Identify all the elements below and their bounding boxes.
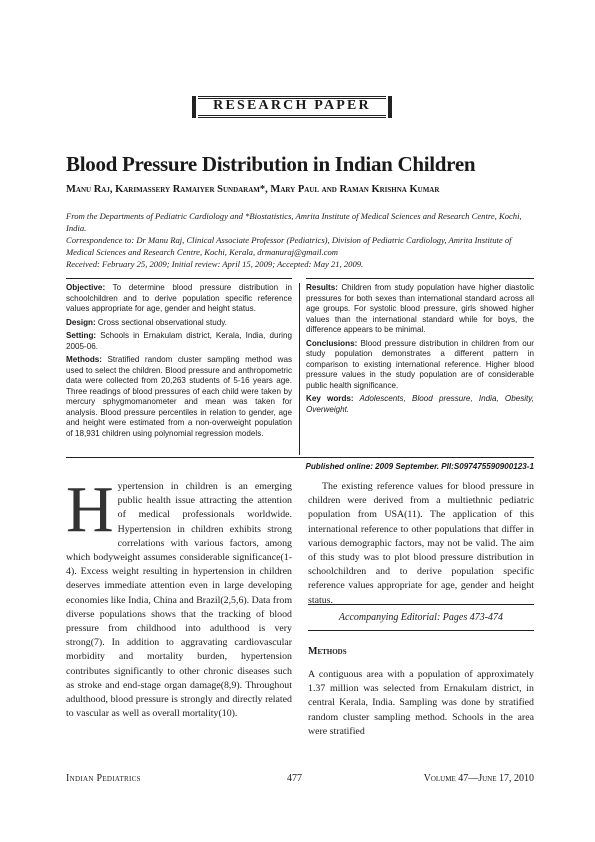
abstract-setting — [66, 331, 292, 352]
editorial-top-rule — [308, 604, 534, 605]
keywords-text: Adolescents, Blood pressure, India, Obesity, Overweight. — [306, 394, 534, 414]
design-label: Design: — [66, 317, 96, 327]
author-list: Manu Raj, Karimassery Ramaiyer Sundaram*, Mary Paul and Raman Krishna Kumar — [66, 184, 440, 195]
abstract-left-column — [66, 283, 292, 442]
abstract-objective — [66, 283, 292, 315]
abstract-results — [306, 283, 534, 336]
banner-left-bar — [192, 96, 196, 118]
abstract-conclusions — [306, 339, 534, 392]
footer-page-number: 477 — [287, 773, 302, 784]
accompanying-editorial: Accompanying Editorial: Pages 473-474 — [338, 612, 504, 623]
results-text: Children from study population have higher diastolic pressures for both sexes than international standard across all age groups. For systolic blood pressure, girls showed higher values than the international standard while for boys, the difference appears to be minimal. — [306, 283, 534, 334]
published-online-line: Published online: 2009 September. PII:S097475590900123-1 — [305, 462, 534, 471]
abstract-keywords — [306, 394, 534, 415]
methods-paragraph: A contiguous area with a population of approximately 1.37 million was selected from Ernakulam district, in central Kerala, India. Sampling was done by stratified random cluster sampling method. Schools in the area were stratified — [308, 669, 534, 737]
intro-text: ypertension in children is an emerging public health issue attracting the attention of medical professionals worldwide. Hypertension in children exhibits strong correlations with various factors, among which bodyweight assumes considerable significance(1-4). Excess weight resulting in hypertension in children deserves immediate attention even in large developing economies like India, China and Brazil(2,5,6). Data from diverse populations shows that the tracking of blood pressure from childhood into adulthood is very strong(7). In addition to aggravating cardiovascular morbidity and mortality burden, hypertension contributes significantly to other chronic diseases such as stroke and end-stage organ damage(8,9). Throughout adulthood, blood pressure is strongly and directly related to vascular as well as overall mortality(10). — [66, 481, 292, 720]
body-left-column — [66, 473, 292, 721]
objective-label: Objective: — [66, 283, 106, 292]
objective-text: To determine blood pressure distribution in schoolchildren and to derive population specific reference values appropriate for age, gender and height status. — [66, 283, 292, 313]
editorial-bottom-rule — [308, 630, 534, 631]
setting-label: Setting: — [66, 331, 97, 340]
correspondence: Correspondence to: Dr Manu Raj, Clinical Associate Professor (Pediatrics), Division of Pediatric Cardiology, Amrita Institute of Medical Sciences and Research Centre, Kochi, Kerala, drmanuraj@gmail.com — [66, 235, 512, 258]
abstract-design — [66, 318, 292, 329]
footer-journal: Indian Pediatrics — [66, 773, 141, 784]
abstract-right-column — [306, 283, 534, 418]
affiliation-from: From the Departments of Pediatric Cardiology and *Biostatistics, Amrita Institute of Medical Sciences and Research Centre, Kochi, India. — [66, 211, 522, 234]
intro-paragraph-2: The existing reference values for blood pressure in children were derived from a multiethnic pediatric population from USA(11). The application of this international reference to other populations that differ in various demographic factors, may not be valid. The aim of this study was to plot blood pressure distribution in schoolchildren and to derive population specific reference values appropriate for age, gender and height status. — [308, 481, 534, 606]
methods-label: Methods: — [66, 355, 102, 364]
drop-cap: H — [66, 473, 114, 546]
design-text: Cross sectional observational study. — [95, 317, 227, 327]
abstract-bottom-rule — [66, 457, 534, 458]
conclusions-label: Conclusions: — [306, 338, 358, 348]
intro-paragraph — [66, 473, 292, 721]
results-label: Results: — [306, 283, 338, 292]
abstract-methods — [66, 355, 292, 439]
body-right-column — [308, 480, 534, 608]
banner-label: RESEARCH PAPER — [213, 98, 371, 113]
affiliation-block — [66, 210, 536, 270]
methods-heading: Methods — [308, 646, 347, 657]
footer-volume: Volume 47—June 17, 2010 — [423, 773, 534, 784]
abstract-top-rule-left — [66, 278, 292, 279]
abstract-top-rule-right — [306, 278, 534, 279]
setting-text: Schools in Ernakulam district, Kerala, India, during 2005-06. — [66, 331, 292, 351]
section-banner — [198, 96, 386, 118]
keywords-label: Key words: — [306, 394, 354, 403]
article-title: Blood Pressure Distribution in Indian Children — [66, 152, 476, 176]
conclusions-text: Blood pressure distribution in children from our study population demonstrates a different pattern in comparison to existing international reference. Higher blood pressure values in the study population are of considerable public health significance. — [306, 338, 534, 390]
banner-right-bar — [388, 96, 392, 118]
methods-text: Stratified random cluster sampling method was used to select the children. Blood pressure and anthropometric data were collected from 20,263 students of 5-16 years age. Three readings of blood pressures of each child were taken by mercury sphygmomanometer and mean was taken for analysis. Blood pressure percentiles in relation to gender, age and height were estimated from a non-overweight population of 18,931 children using polynomial regression models. — [66, 355, 292, 438]
received-dates: Received: February 25, 2009; Initial review: April 15, 2009; Accepted: May 21, 2009. — [66, 259, 364, 270]
abstract-column-divider — [299, 283, 300, 455]
